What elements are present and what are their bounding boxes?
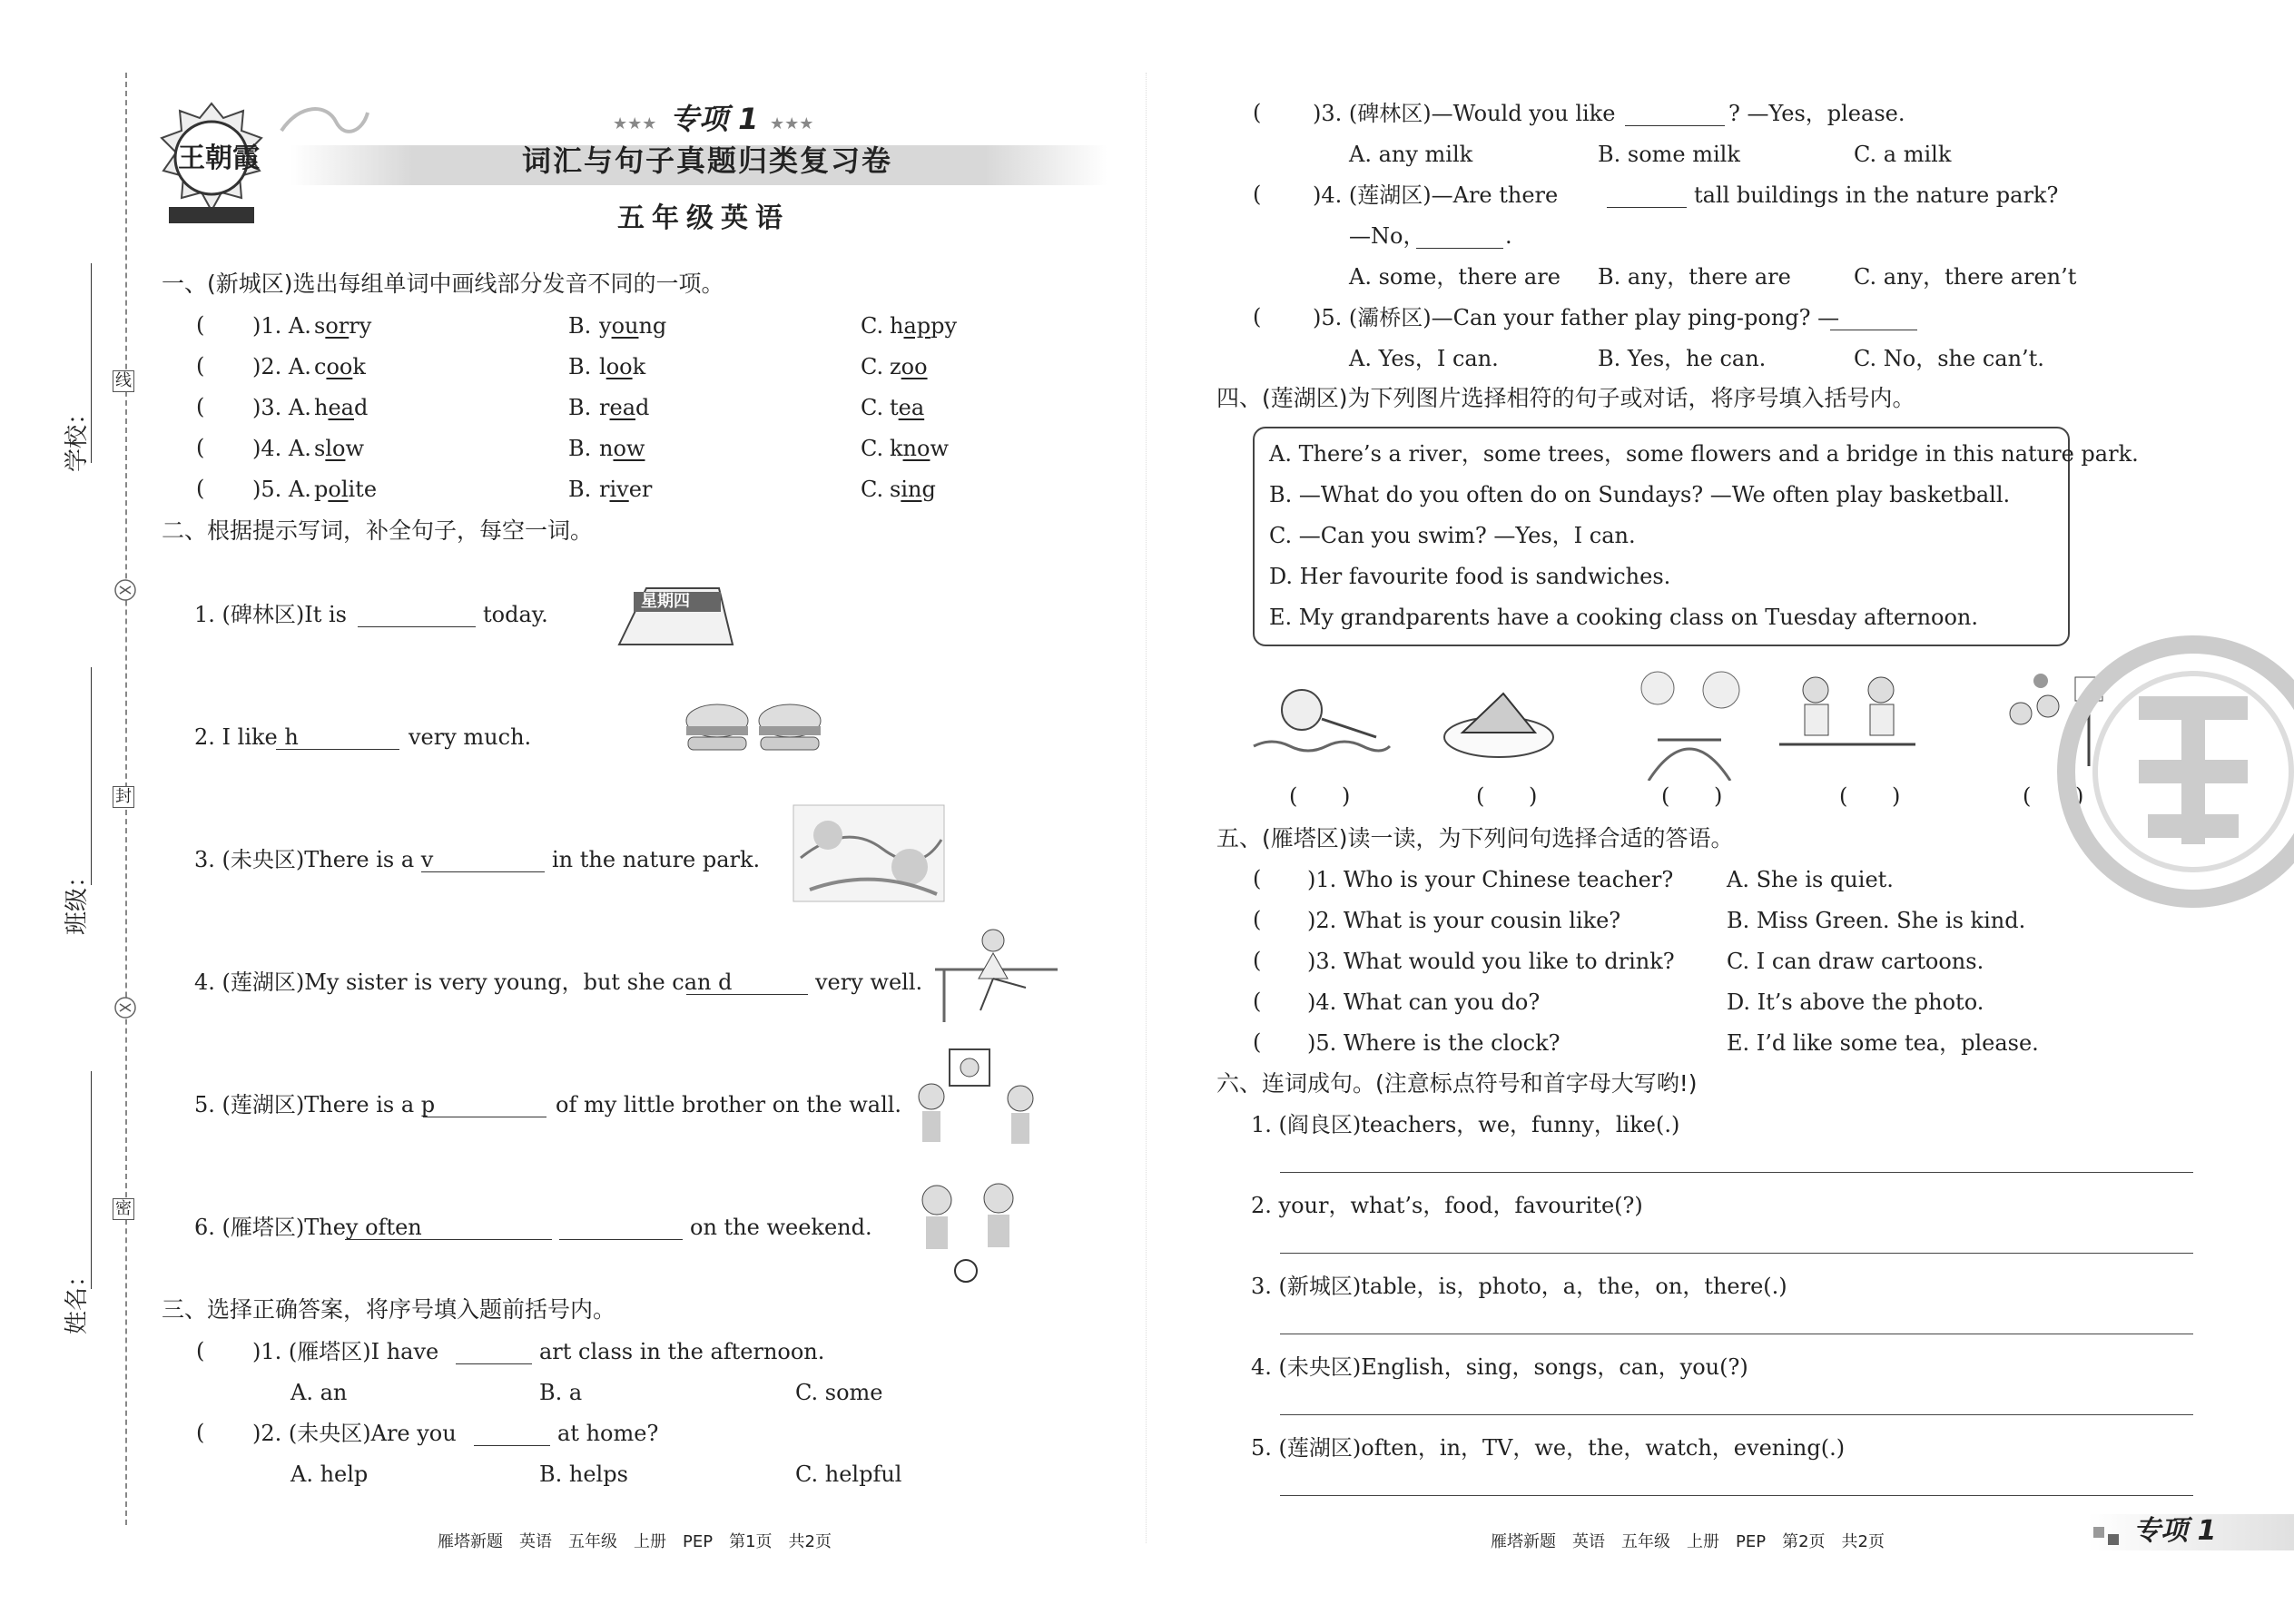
s2-q4-post: very well. bbox=[815, 969, 923, 995]
s3-q5-a: A. Yes，I can. bbox=[1349, 346, 1499, 371]
s2-q5-pre: 5. (莲湖区)There is a p bbox=[194, 1092, 436, 1117]
answer-bracket-close: ) bbox=[1342, 783, 1351, 809]
answer-bracket[interactable]: ( bbox=[196, 312, 205, 338]
footer-left: 雁塔新题 英语 五年级 上册 PEP 第1页 共2页 bbox=[438, 1532, 832, 1551]
s1-q3-c: tea bbox=[890, 395, 925, 420]
page-subtitle: 五年级英语 bbox=[617, 202, 790, 234]
s3-q2-stem-post: at home? bbox=[557, 1421, 659, 1446]
s2-q3-pre: 3. (未央区)There is a v bbox=[194, 847, 434, 872]
s2-q2-post: very much. bbox=[409, 724, 532, 750]
s3-q2-c: C. helpful bbox=[795, 1462, 902, 1487]
s2-q3-post: in the nature park. bbox=[552, 847, 761, 872]
secret-seal-watermark bbox=[2021, 626, 2294, 908]
answer-bracket[interactable]: ( bbox=[1253, 182, 1262, 207]
s2-q1-pre: 1. (碑林区)It is bbox=[194, 602, 347, 627]
s3-q1-a: A. an bbox=[290, 1380, 348, 1405]
s3-q2-a: A. help bbox=[290, 1462, 369, 1487]
footer-right: 雁塔新题 英语 五年级 上册 PEP 第2页 共2页 bbox=[1491, 1532, 1885, 1551]
s6-q5: 5. (莲湖区)often，in，TV，we，the，watch，evening(.) bbox=[1251, 1435, 1846, 1461]
header-stars-right: ★★★ bbox=[770, 114, 814, 133]
s6-q4-answer-line[interactable] bbox=[1280, 1414, 2193, 1415]
s4-title: 四、(莲湖区)为下列图片选择相符的句子或对话，将序号填入括号内。 bbox=[1216, 385, 1915, 411]
s1-q2-b-label: B. bbox=[568, 354, 592, 379]
s5-a1: A. She is quiet. bbox=[1727, 867, 1894, 892]
ribbon-decoration bbox=[272, 94, 372, 149]
s1-q1-c-label: C. bbox=[861, 313, 884, 339]
scissors-icon bbox=[113, 995, 138, 1020]
school-field[interactable] bbox=[91, 263, 92, 463]
s3-q4-stem-post: tall buildings in the nature park? bbox=[1694, 182, 2059, 208]
s3-q3-stem: )3. (碑林区)—Would you like bbox=[1313, 101, 1616, 126]
s1-q5-b-label: B. bbox=[568, 477, 592, 502]
s3-q3-c: C. a milk bbox=[1854, 142, 1952, 167]
s1-q5-b: river bbox=[599, 477, 653, 502]
class-field[interactable] bbox=[91, 667, 92, 885]
s3-q1-c: C. some bbox=[795, 1380, 883, 1405]
s3-q3-stem-post: ? —Yes，please. bbox=[1728, 101, 1905, 126]
s1-q4-c-label: C. bbox=[861, 436, 884, 461]
answer-bracket[interactable]: ( bbox=[1253, 866, 1262, 891]
s1-title: 一、(新城区)选出每组单词中画线部分发音不同的一项。 bbox=[162, 271, 724, 297]
footer-tag-blocks bbox=[2108, 1534, 2119, 1545]
s4-option-d: D. Her favourite food is sandwiches. bbox=[1269, 564, 1671, 589]
footer-tag-blocks bbox=[2093, 1527, 2104, 1538]
s1-q5-c-label: C. bbox=[861, 477, 884, 502]
s2-q4-blank[interactable] bbox=[686, 974, 808, 995]
swimming-picture bbox=[1249, 674, 1394, 764]
answer-bracket[interactable]: ( bbox=[196, 353, 205, 379]
calendar-label: 星期四 bbox=[641, 592, 690, 611]
s3-q5-c: C. No，she can’t. bbox=[1854, 346, 2044, 371]
seal-line-label: 线 bbox=[113, 370, 134, 392]
answer-bracket-close: ) bbox=[1892, 783, 1901, 809]
brand-name: 王朝霞 bbox=[178, 143, 260, 174]
answer-bracket[interactable]: ( bbox=[1253, 989, 1262, 1014]
name-field[interactable] bbox=[91, 1071, 92, 1289]
name-label: 姓名： bbox=[64, 1263, 91, 1334]
answer-bracket[interactable]: ( bbox=[1839, 783, 1848, 809]
s3-q1-blank[interactable] bbox=[456, 1343, 532, 1364]
seal-seal-label: 封 bbox=[113, 786, 134, 808]
s4-option-c: C. —Can you swim? —Yes，I can. bbox=[1269, 523, 1636, 548]
s4-option-b: B. —What do you often do on Sundays? —We often play basketball. bbox=[1269, 482, 2011, 507]
answer-bracket[interactable]: ( bbox=[196, 476, 205, 501]
s6-q3: 3. (新城区)table，is，photo，a，the，on，there(.) bbox=[1251, 1274, 1787, 1299]
answer-bracket[interactable]: ( bbox=[1253, 304, 1262, 330]
s3-q4-b: B. any，there are bbox=[1598, 264, 1791, 290]
s2-q2-blank[interactable] bbox=[276, 729, 399, 750]
s1-q5-c: sing bbox=[890, 477, 936, 502]
s1-q3-b: read bbox=[599, 395, 650, 420]
answer-bracket[interactable]: ( bbox=[1253, 1029, 1262, 1055]
s5-q3: )3. What would you like to drink? bbox=[1307, 949, 1675, 974]
hamburger-picture bbox=[681, 699, 826, 763]
s1-q2-a: cook bbox=[314, 354, 366, 379]
answer-bracket[interactable]: ( bbox=[2023, 783, 2032, 809]
s3-q4-stem: )4. (莲湖区)—Are there bbox=[1313, 182, 1559, 208]
s3-q2-stem: )2. (未央区)Are you bbox=[252, 1421, 457, 1446]
s3-q4-line2: —No， bbox=[1349, 223, 1425, 249]
s3-title: 三、选择正确答案，将序号填入题前括号内。 bbox=[162, 1296, 616, 1323]
answer-bracket[interactable]: ( bbox=[196, 1338, 205, 1363]
s2-q6-post: on the weekend. bbox=[690, 1215, 872, 1240]
answer-bracket-close: ) bbox=[1529, 783, 1538, 809]
s2-title: 二、根据提示写词，补全句子，每空一词。 bbox=[162, 517, 594, 544]
dancer-picture bbox=[926, 924, 1062, 1024]
s2-q2-pre: 2. I like h bbox=[194, 724, 299, 750]
answer-bracket[interactable]: ( bbox=[1476, 783, 1485, 809]
s5-a5: E. I’d like some tea，please. bbox=[1727, 1030, 2039, 1056]
s1-q1-b-label: B. bbox=[568, 313, 592, 339]
special-title: 专项 1 bbox=[670, 102, 759, 136]
s2-q6-pre: 6. (雁塔区)They often bbox=[194, 1215, 422, 1240]
s1-q5-a: polite bbox=[314, 477, 378, 502]
s3-q3-blank[interactable] bbox=[1625, 105, 1725, 126]
s2-q1-blank[interactable] bbox=[358, 606, 476, 627]
s1-q3-a: head bbox=[314, 395, 369, 420]
s1-q2-b: look bbox=[599, 354, 646, 379]
school-label: 学校： bbox=[64, 400, 91, 472]
answer-bracket[interactable]: ( bbox=[1253, 100, 1262, 125]
footer-tag: 专项 1 bbox=[2133, 1515, 2217, 1547]
s6-q1-answer-line[interactable] bbox=[1280, 1172, 2193, 1173]
answer-bracket[interactable]: ( bbox=[196, 435, 205, 460]
page-title: 词汇与句子真题归类复习卷 bbox=[522, 143, 893, 178]
s1-q1-b: young bbox=[599, 313, 667, 339]
s4-option-a: A. There’s a river，some trees，some flowers and a bridge in this nature park. bbox=[1269, 441, 2139, 467]
football-picture bbox=[899, 1180, 1044, 1289]
answer-bracket-close: ) bbox=[1714, 783, 1723, 809]
s3-q2-blank[interactable] bbox=[474, 1425, 550, 1446]
scissors-icon bbox=[113, 577, 138, 603]
s1-q4-b: now bbox=[599, 436, 645, 461]
s5-q1: )1. Who is your Chinese teacher? bbox=[1307, 867, 1674, 892]
s2-q1-post: today. bbox=[483, 602, 548, 627]
s2-q3-blank[interactable] bbox=[421, 851, 545, 872]
s1-q1-c: happy bbox=[890, 313, 958, 339]
s5-title: 五、(雁塔区)读一读，为下列问句选择合适的答语。 bbox=[1216, 825, 1734, 851]
s3-q2-b: B. helps bbox=[539, 1462, 628, 1487]
s6-q2: 2. your，what’s，food，favourite(?) bbox=[1251, 1193, 1643, 1218]
s1-q2-c-label: C. bbox=[861, 354, 884, 379]
s6-q1: 1. (阎良区)teachers，we，funny，like(.) bbox=[1251, 1112, 1680, 1137]
s3-q1-stem-post: art class in the afternoon. bbox=[539, 1339, 825, 1364]
s3-q1-stem: )1. (雁塔区)I have bbox=[252, 1339, 439, 1364]
s3-q3-b: B. some milk bbox=[1598, 142, 1740, 167]
s2-q4-pre: 4. (莲湖区)My sister is very young，but she can d bbox=[194, 969, 733, 995]
village-picture bbox=[792, 803, 946, 903]
s3-q5-stem: )5. (灞桥区)—Can your father play ping-pong? — bbox=[1313, 305, 1840, 330]
s2-q5-blank[interactable] bbox=[423, 1097, 546, 1117]
nature-park-picture bbox=[1630, 663, 1748, 781]
s3-q4-blank-2[interactable] bbox=[1416, 228, 1503, 249]
s3-q5-b: B. Yes，he can. bbox=[1598, 346, 1767, 371]
s5-a2: B. Miss Green. She is kind. bbox=[1727, 908, 2026, 933]
s1-q4-b-label: B. bbox=[568, 436, 592, 461]
sandwich-picture bbox=[1440, 683, 1558, 764]
s1-q5-num: )5. A. bbox=[252, 477, 311, 502]
cooking-picture bbox=[1779, 672, 1915, 763]
s1-q2-num: )2. A. bbox=[252, 354, 311, 379]
s3-q4-c: C. any，there aren’t bbox=[1854, 264, 2077, 290]
s2-q6-blank-1[interactable] bbox=[345, 1219, 552, 1240]
s5-q4: )4. What can you do? bbox=[1307, 989, 1541, 1015]
s6-q4: 4. (未央区)English，sing，songs，can，you(?) bbox=[1251, 1354, 1748, 1380]
s3-q5-blank[interactable] bbox=[1830, 310, 1917, 330]
photo-wall-picture bbox=[904, 1044, 1049, 1167]
s5-q2: )2. What is your cousin like? bbox=[1307, 908, 1621, 933]
answer-bracket-close: ) bbox=[2075, 783, 2084, 809]
s3-q4-blank-1[interactable] bbox=[1607, 187, 1687, 208]
s3-q4-a: A. some，there are bbox=[1349, 264, 1561, 290]
s6-q2-answer-line[interactable] bbox=[1280, 1253, 2193, 1254]
s5-q5: )5. Where is the clock? bbox=[1307, 1030, 1561, 1056]
answer-bracket[interactable]: ( bbox=[1289, 783, 1298, 809]
s2-q6-blank-2[interactable] bbox=[559, 1219, 683, 1240]
s1-q2-c: zoo bbox=[890, 354, 928, 379]
s1-q3-num: )3. A. bbox=[252, 395, 311, 420]
page-divider bbox=[1146, 73, 1147, 1543]
answer-bracket[interactable]: ( bbox=[1661, 783, 1670, 809]
s1-q1-a: sorry bbox=[314, 313, 372, 339]
answer-bracket[interactable]: ( bbox=[1253, 907, 1262, 932]
s4-option-e: E. My grandparents have a cooking class on Tuesday afternoon. bbox=[1269, 605, 1979, 630]
s6-title: 六、连词成句。(注意标点符号和首字母大写哟!) bbox=[1216, 1070, 1698, 1097]
answer-bracket[interactable]: ( bbox=[196, 394, 205, 419]
s1-q4-num: )4. A. bbox=[252, 436, 311, 461]
s5-a3: C. I can draw cartoons. bbox=[1727, 949, 1984, 974]
class-label: 班级： bbox=[64, 863, 91, 935]
s5-a4: D. It’s above the photo. bbox=[1727, 989, 1984, 1015]
s3-q4-period: . bbox=[1505, 223, 1512, 249]
s1-q4-a: slow bbox=[314, 436, 364, 461]
s6-q5-answer-line[interactable] bbox=[1280, 1495, 2193, 1496]
s1-q3-c-label: C. bbox=[861, 395, 884, 420]
s1-q1-num: )1. A. bbox=[252, 313, 311, 339]
s1-q4-c: know bbox=[890, 436, 949, 461]
s3-q3-a: A. any milk bbox=[1349, 142, 1473, 167]
seal-secret-label: 密 bbox=[113, 1198, 134, 1220]
s1-q3-b-label: B. bbox=[568, 395, 592, 420]
answer-bracket[interactable]: ( bbox=[1253, 948, 1262, 973]
s3-q1-b: B. a bbox=[539, 1380, 583, 1405]
s2-q5-post: of my little brother on the wall. bbox=[556, 1092, 902, 1117]
header-stars-left: ★★★ bbox=[613, 114, 657, 133]
answer-bracket[interactable]: ( bbox=[196, 1420, 205, 1445]
